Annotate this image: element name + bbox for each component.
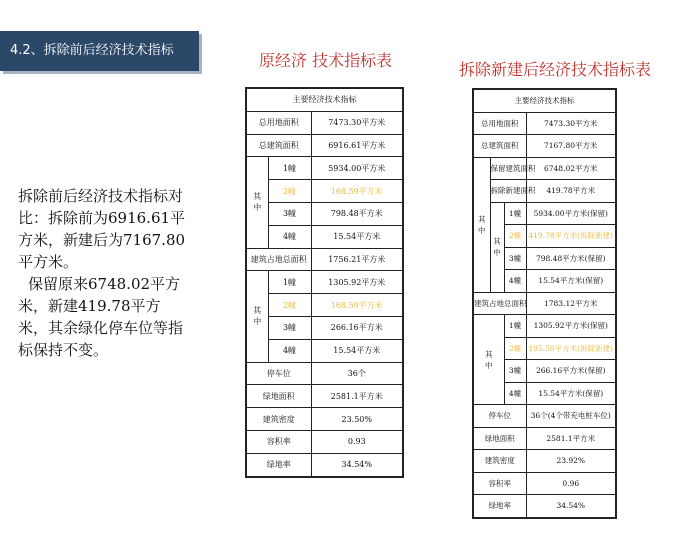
table-row	[246, 294, 403, 317]
table-row	[473, 427, 616, 450]
row-label: 总建筑面积	[246, 134, 311, 157]
row-label: 1幢	[268, 157, 311, 180]
table-row	[246, 385, 403, 408]
row-value: 0.93	[311, 430, 403, 453]
table-row	[473, 405, 616, 428]
row-value: 2581.1平方米	[311, 385, 403, 408]
row-label: 拆除新建面积	[490, 180, 526, 203]
row-value: 7167.80平方米	[526, 135, 616, 158]
row-value: 6916.61平方米	[311, 134, 403, 157]
qizhong-cell: 其 中	[246, 271, 268, 362]
row-label: 4幢	[504, 382, 526, 405]
row-value: 15.54平方米	[311, 225, 403, 248]
row-label: 建筑密度	[246, 408, 311, 431]
qizhong-cell: 其 中	[490, 202, 504, 292]
row-label: 2幢	[268, 294, 311, 317]
row-value: 419.78平方米(拆除新建)	[526, 225, 616, 248]
row-label: 停车位	[473, 405, 526, 428]
qizhong-cell: 其 中	[473, 157, 490, 292]
row-value: 5934.00平方米(保留)	[526, 202, 616, 225]
row-label: 4幢	[268, 225, 311, 248]
row-label: 建筑密度	[473, 450, 526, 473]
table-row	[473, 89, 616, 112]
section-title: 4.2、拆除前后经济技术指标	[10, 43, 174, 58]
row-value: 36个(4个带充电桩车位)	[526, 405, 616, 428]
row-value: 15.54平方米	[311, 339, 403, 362]
new-table-title: 拆除新建后经济技术指标表	[459, 60, 652, 79]
row-value: 798.48平方米(保留)	[526, 247, 616, 270]
row-label: 停车位	[246, 362, 311, 385]
row-value: 23.92%	[526, 450, 616, 473]
row-value: 1305.92平方米	[311, 271, 403, 294]
table-row	[246, 88, 403, 111]
row-value: 34.54%	[526, 495, 616, 518]
row-value: 5934.00平方米	[311, 157, 403, 180]
table-header: 主要经济技术指标	[246, 88, 403, 111]
row-label: 3幢	[268, 316, 311, 339]
table-row	[246, 180, 403, 203]
row-value: 168.59平方米	[311, 294, 403, 317]
table-row	[246, 453, 403, 476]
table-row	[473, 450, 616, 473]
table-row	[246, 157, 403, 180]
table-row	[246, 111, 403, 134]
table-row	[246, 316, 403, 339]
description-paragraph-2: 保留原来6748.02平方米，新建419.78平方米，其余绿化停车位等指标保持不变。	[18, 275, 184, 359]
table-row	[473, 135, 616, 158]
original-table-title: 原经济 技术指标表	[259, 51, 393, 70]
row-label: 建筑占地总面积	[473, 292, 526, 315]
description-paragraph-1: 拆除前后经济技术指标对比：拆除前为6916.61平方米，新建后为7167.80平方米。	[18, 187, 186, 271]
row-value: 266.16平方米	[311, 316, 403, 339]
row-value: 1783.12平方米	[526, 292, 616, 315]
row-label: 4幢	[504, 270, 526, 293]
row-label: 绿地面积	[246, 385, 311, 408]
row-label: 绿地面积	[473, 427, 526, 450]
row-label: 容积率	[246, 430, 311, 453]
row-label: 总用地面积	[473, 112, 526, 135]
table-row	[246, 271, 403, 294]
row-value: 266.16平方米(保留)	[526, 360, 616, 383]
row-value: 36个	[311, 362, 403, 385]
table-row	[246, 248, 403, 271]
row-value: 15.54平方米(保留)	[526, 270, 616, 293]
row-label: 绿地率	[473, 495, 526, 518]
row-value: 23.50%	[311, 408, 403, 431]
table-row	[473, 157, 616, 180]
table-row	[473, 202, 616, 225]
row-value: 0.96	[526, 472, 616, 495]
table-row	[473, 472, 616, 495]
row-value: 2581.1平方米	[526, 427, 616, 450]
table-row	[473, 495, 616, 518]
row-value: 6748.02平方米	[526, 157, 616, 180]
row-label: 3幢	[268, 202, 311, 225]
table-row	[473, 112, 616, 135]
row-value: 15.54平方米(保留)	[526, 382, 616, 405]
table-row	[473, 315, 616, 338]
table-row	[246, 134, 403, 157]
row-label: 容积率	[473, 472, 526, 495]
row-label: 1幢	[268, 271, 311, 294]
row-value: 168.59平方米	[311, 180, 403, 203]
new-indicator-table	[472, 88, 617, 519]
section-header	[0, 31, 199, 71]
row-label: 2幢	[268, 180, 311, 203]
row-label: 2幢	[504, 225, 526, 248]
row-label: 3幢	[504, 247, 526, 270]
row-value: 1756.21平方米	[311, 248, 403, 271]
row-value: 34.54%	[311, 453, 403, 476]
row-value: 7473.30平方米	[311, 111, 403, 134]
qizhong-cell: 其 中	[246, 157, 268, 248]
original-indicator-table	[245, 87, 404, 478]
row-label: 2幢	[504, 337, 526, 360]
description-text	[18, 185, 188, 361]
table-row	[246, 408, 403, 431]
table-header: 主要经济技术指标	[473, 89, 616, 112]
row-label: 3幢	[504, 360, 526, 383]
table-row	[246, 362, 403, 385]
row-label: 1幢	[504, 202, 526, 225]
table-row	[246, 225, 403, 248]
table-row	[473, 180, 616, 203]
row-label: 总建筑面积	[473, 135, 526, 158]
row-label: 绿地率	[246, 453, 311, 476]
row-value: 1305.92平方米(保留)	[526, 315, 616, 338]
table-row	[246, 339, 403, 362]
row-value: 798.48平方米	[311, 202, 403, 225]
row-value: 419.78平方米	[526, 180, 616, 203]
row-label: 建筑占地总面积	[246, 248, 311, 271]
row-label: 4幢	[268, 339, 311, 362]
row-value: 195.50平方米(拆除新建)	[526, 337, 616, 360]
row-value: 7473.30平方米	[526, 112, 616, 135]
table-row	[473, 292, 616, 315]
row-label: 总用地面积	[246, 111, 311, 134]
table-row	[246, 202, 403, 225]
table-row	[246, 430, 403, 453]
qizhong-cell: 其 中	[473, 315, 504, 405]
row-label: 保留建筑面积	[490, 157, 526, 180]
row-label: 1幢	[504, 315, 526, 338]
